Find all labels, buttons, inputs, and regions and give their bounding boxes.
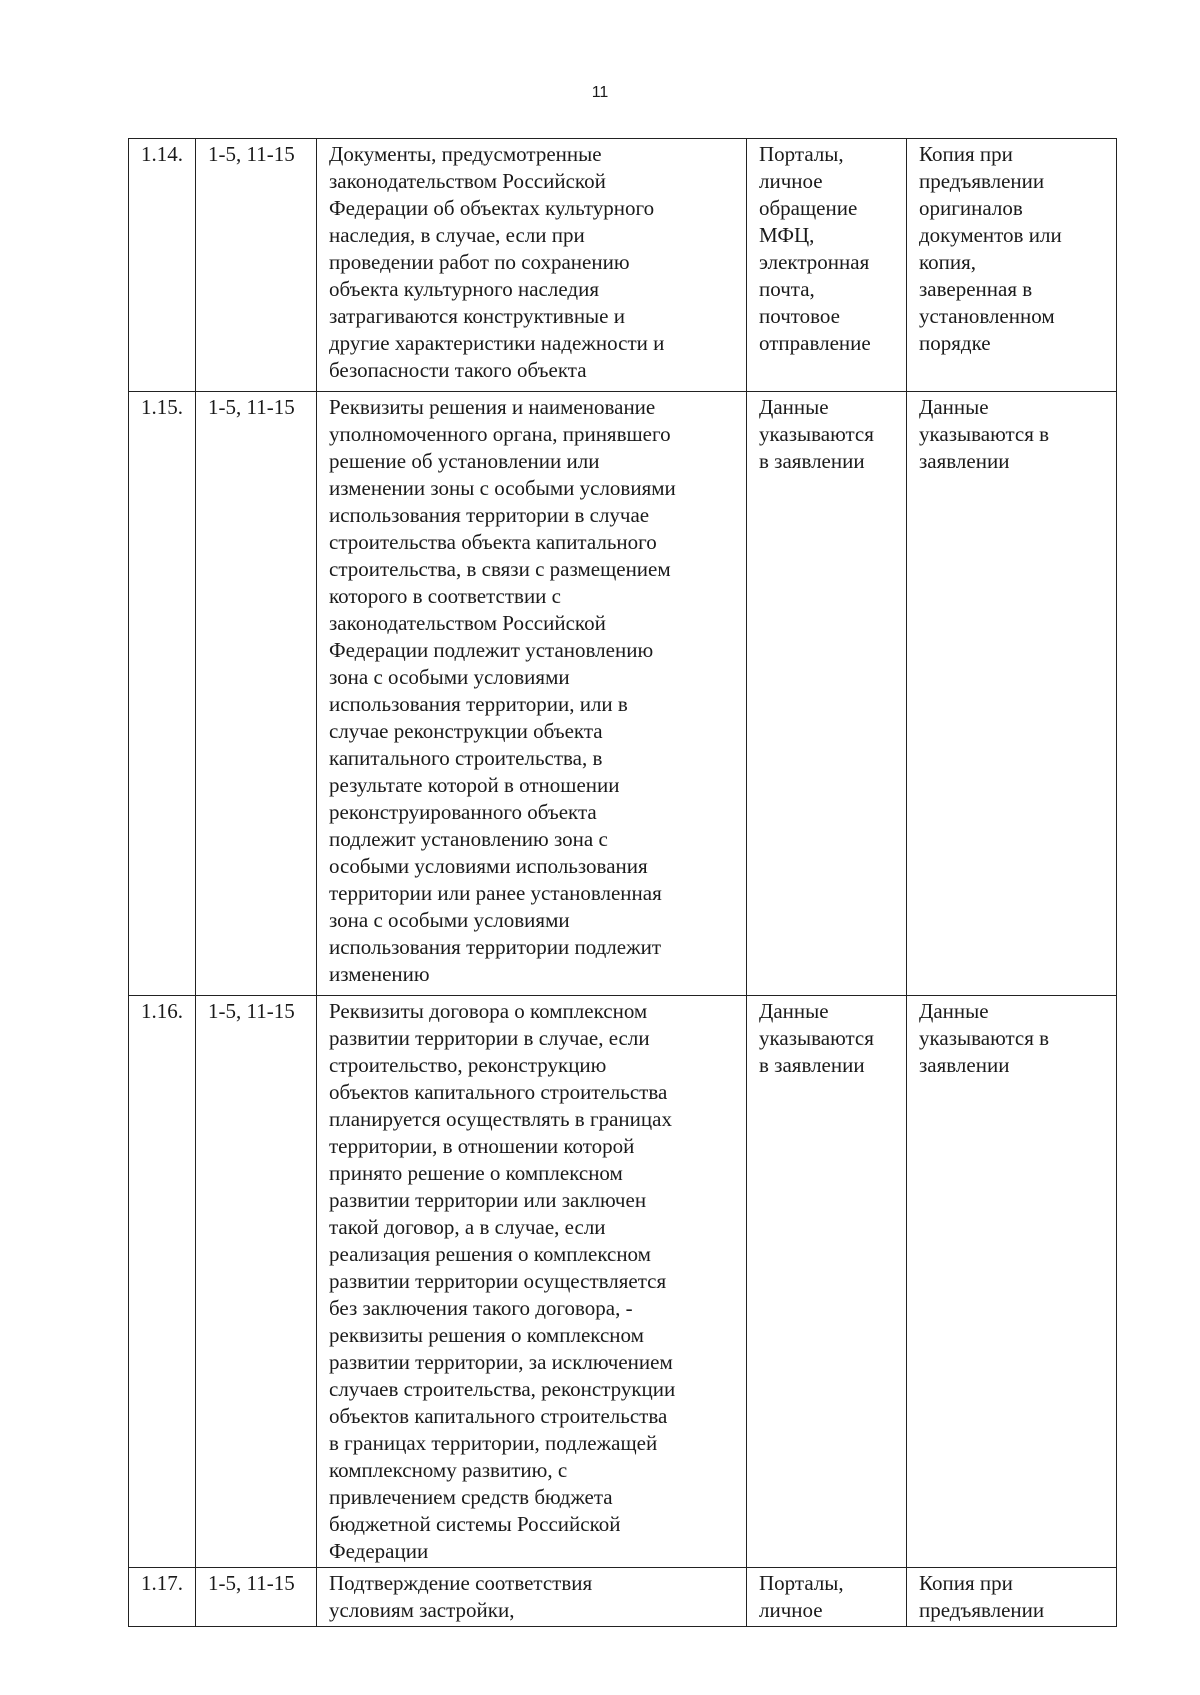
row-document-form: [907, 139, 1117, 392]
cell-line: в заявлении: [759, 1053, 865, 1077]
cell-line: Данные: [759, 395, 829, 419]
cell-line: Федерации об объектах культурного: [329, 196, 655, 220]
cell-line: Копия при: [919, 1571, 1013, 1595]
cell-line: строительство, реконструкцию: [329, 1053, 607, 1077]
cell-line: Порталы,: [759, 142, 844, 166]
cell-line: затрагиваются конструктивные и: [329, 304, 625, 328]
cell-line: Копия при: [919, 142, 1013, 166]
cell-line: реализация решения о комплексном: [329, 1242, 651, 1266]
cell-line: использования территории, или в: [329, 692, 628, 716]
cell-line: которого в соответствии с: [329, 584, 561, 608]
cell-line: обращение: [759, 196, 858, 220]
cell-line: принято решение о комплексном: [329, 1161, 623, 1185]
cell-line: предъявлении: [919, 1598, 1045, 1622]
cell-line: развитии территории или заключен: [329, 1188, 647, 1212]
table-row: [129, 1568, 1117, 1627]
cell-line: законодательством Российской: [329, 611, 606, 635]
cell-line: порядке: [919, 331, 991, 355]
cell-line: территории или ранее установленная: [329, 881, 662, 905]
cell-line: такой договор, а в случае, если: [329, 1215, 606, 1239]
cell-line: решение об установлении или: [329, 449, 600, 473]
cell-line: Порталы,: [759, 1571, 844, 1595]
page-number: 11: [591, 84, 609, 101]
cell-line: Данные: [759, 999, 829, 1023]
cell-line: планируется осуществлять в границах: [329, 1107, 672, 1131]
cell-line: уполномоченного органа, принявшего: [329, 422, 671, 446]
cell-line: заявлении: [919, 449, 1010, 473]
cell-line: почтовое: [759, 304, 841, 328]
row-number: 1.14.: [129, 139, 196, 392]
row-points: 1-5, 11-15: [196, 139, 317, 392]
cell-line: зона с особыми условиями: [329, 908, 570, 932]
cell-line: результате которой в отношении: [329, 773, 620, 797]
cell-line: использования территории в случае: [329, 503, 650, 527]
cell-line: в заявлении: [759, 449, 865, 473]
cell-line: МФЦ,: [759, 223, 815, 247]
cell-line: безопасности такого объекта: [329, 358, 587, 382]
row-document-form: [907, 996, 1117, 1568]
cell-line: использования территории подлежит: [329, 935, 662, 959]
documents-table: [128, 138, 1117, 1627]
cell-line: объектов капитального строительства: [329, 1404, 668, 1428]
cell-line: Данные: [919, 999, 989, 1023]
table-row: [129, 392, 1117, 996]
cell-line: отправление: [759, 331, 871, 355]
cell-line: Данные: [919, 395, 989, 419]
cell-line: объектов капитального строительства: [329, 1080, 668, 1104]
cell-line: особыми условиями использования: [329, 854, 648, 878]
cell-line: предъявлении: [919, 169, 1045, 193]
cell-line: установленном: [919, 304, 1055, 328]
row-description: [317, 139, 747, 392]
cell-line: изменению: [329, 962, 430, 986]
row-submission-method: [747, 139, 907, 392]
cell-line: развитии территории, за исключением: [329, 1350, 673, 1374]
cell-line: оригиналов: [919, 196, 1023, 220]
cell-line: Реквизиты решения и наименование: [329, 395, 656, 419]
cell-line: указываются в: [919, 1026, 1050, 1050]
cell-line: зона с особыми условиями: [329, 665, 570, 689]
cell-line: копия,: [919, 250, 977, 274]
cell-line: бюджетной системы Российской: [329, 1512, 621, 1536]
cell-line: развитии территории в случае, если: [329, 1026, 650, 1050]
cell-line: Федерации: [329, 1539, 429, 1563]
cell-line: случаев строительства, реконструкции: [329, 1377, 676, 1401]
cell-line: реконструированного объекта: [329, 800, 597, 824]
cell-line: объекта культурного наследия: [329, 277, 599, 301]
cell-line: подлежит установлению зона с: [329, 827, 608, 851]
row-submission-method: [747, 996, 907, 1568]
cell-line: другие характеристики надежности и: [329, 331, 665, 355]
row-description: [317, 392, 747, 996]
cell-line: документов или: [919, 223, 1062, 247]
cell-line: личное: [759, 1598, 823, 1622]
cell-line: случае реконструкции объекта: [329, 719, 603, 743]
cell-line: условиям застройки,: [329, 1598, 515, 1622]
row-number: 1.17.: [129, 1568, 196, 1627]
cell-line: законодательством Российской: [329, 169, 606, 193]
cell-line: реквизиты решения о комплексном: [329, 1323, 644, 1347]
cell-line: без заключения такого договора, -: [329, 1296, 633, 1320]
cell-line: указываются: [759, 422, 874, 446]
cell-line: заверенная в: [919, 277, 1033, 301]
cell-line: в границах территории, подлежащей: [329, 1431, 658, 1455]
cell-line: изменении зоны с особыми условиями: [329, 476, 676, 500]
cell-line: территории, в отношении которой: [329, 1134, 635, 1158]
cell-line: электронная: [759, 250, 870, 274]
cell-line: капитального строительства, в: [329, 746, 603, 770]
row-submission-method: [747, 392, 907, 996]
cell-line: почта,: [759, 277, 815, 301]
row-description: [317, 1568, 747, 1627]
cell-line: проведении работ по сохранению: [329, 250, 630, 274]
cell-line: строительства объекта капитального: [329, 530, 657, 554]
cell-line: Реквизиты договора о комплексном: [329, 999, 648, 1023]
cell-line: указываются в: [919, 422, 1050, 446]
cell-line: развитии территории осуществляется: [329, 1269, 667, 1293]
cell-line: личное: [759, 169, 823, 193]
cell-line: заявлении: [919, 1053, 1010, 1077]
cell-line: Подтверждение соответствия: [329, 1571, 593, 1595]
row-submission-method: [747, 1568, 907, 1627]
cell-line: строительства, в связи с размещением: [329, 557, 671, 581]
cell-line: наследия, в случае, если при: [329, 223, 585, 247]
row-document-form: [907, 392, 1117, 996]
row-number: 1.15.: [129, 392, 196, 996]
row-document-form: [907, 1568, 1117, 1627]
table-row: [129, 139, 1117, 392]
row-points: 1-5, 11-15: [196, 1568, 317, 1627]
cell-line: комплексному развитию, с: [329, 1458, 568, 1482]
row-points: 1-5, 11-15: [196, 392, 317, 996]
table-row: [129, 996, 1117, 1568]
cell-line: указываются: [759, 1026, 874, 1050]
row-number: 1.16.: [129, 996, 196, 1568]
row-description: [317, 996, 747, 1568]
cell-line: Документы, предусмотренные: [329, 142, 602, 166]
row-points: 1-5, 11-15: [196, 996, 317, 1568]
cell-line: привлечением средств бюджета: [329, 1485, 613, 1509]
cell-line: Федерации подлежит установлению: [329, 638, 654, 662]
